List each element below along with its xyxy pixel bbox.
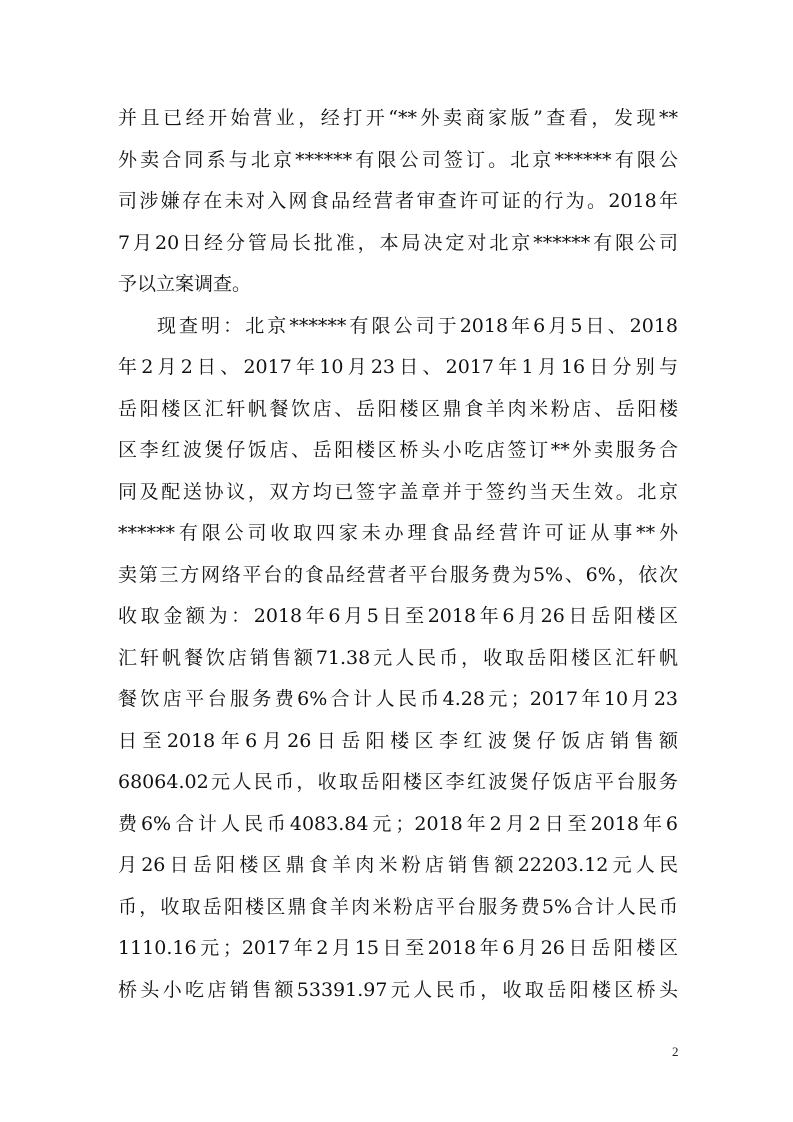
text-line-10: 同及配送协议，双方均已签字盖章并于签约当天生效。北京 xyxy=(118,481,678,503)
text-line-19: 月26日岳阳楼区鼎食羊肉米粉店销售额22203.12元人民 xyxy=(118,854,678,876)
text-line-3: 司涉嫌存在未对入网食品经营者审查许可证的行为。2018年 xyxy=(118,190,678,212)
text-line-6-paragraph-start: 现查明：北京******有限公司于2018年6月5日、2018 xyxy=(157,315,678,337)
text-line-14: 汇轩帆餐饮店销售额71.38元人民币，收取岳阳楼区汇轩帆 xyxy=(118,647,678,669)
text-line-18: 费6%合计人民币4083.84元；2018年2月2日至2018年6 xyxy=(118,813,678,835)
text-line-4: 7月20日经分管局长批准，本局决定对北京******有限公司 xyxy=(118,232,678,254)
text-line-7: 年2月2日、2017年10月23日、2017年1月16日分别与 xyxy=(118,356,678,378)
text-line-21: 1110.16元；2017年2月15日至2018年6月26日岳阳楼区 xyxy=(118,937,678,959)
text-line-1: 并且已经开始营业，经打开“**外卖商家版”查看，发现** xyxy=(118,107,678,129)
text-line-9: 区李红波煲仔饭店、岳阳楼区桥头小吃店签订**外卖服务合 xyxy=(118,439,678,461)
text-line-13: 收取金额为：2018年6月5日至2018年6月26日岳阳楼区 xyxy=(118,605,678,627)
page-number: 2 xyxy=(672,1044,679,1059)
text-line-17: 68064.02元人民币，收取岳阳楼区李红波煲仔饭店平台服务 xyxy=(118,771,678,793)
text-line-22: 桥头小吃店销售额53391.97元人民币，收取岳阳楼区桥头 xyxy=(118,979,678,1001)
text-line-11: ******有限公司收取四家未办理食品经营许可证从事**外 xyxy=(118,522,678,544)
text-line-20: 币，收取岳阳楼区鼎食羊肉米粉店平台服务费5%合计人民币 xyxy=(118,896,678,918)
text-line-16: 日至2018年6月26日岳阳楼区李红波煲仔饭店销售额 xyxy=(118,730,678,752)
text-line-2: 外卖合同系与北京******有限公司签订。北京******有限公 xyxy=(118,149,678,171)
text-line-8: 岳阳楼区汇轩帆餐饮店、岳阳楼区鼎食羊肉米粉店、岳阳楼 xyxy=(118,398,678,420)
text-line-12: 卖第三方网络平台的食品经营者平台服务费为5%、6%，依次 xyxy=(118,564,678,586)
text-line-5: 予以立案调查。 xyxy=(118,273,252,295)
text-line-15: 餐饮店平台服务费6%合计人民币4.28元；2017年10月23 xyxy=(118,688,678,710)
